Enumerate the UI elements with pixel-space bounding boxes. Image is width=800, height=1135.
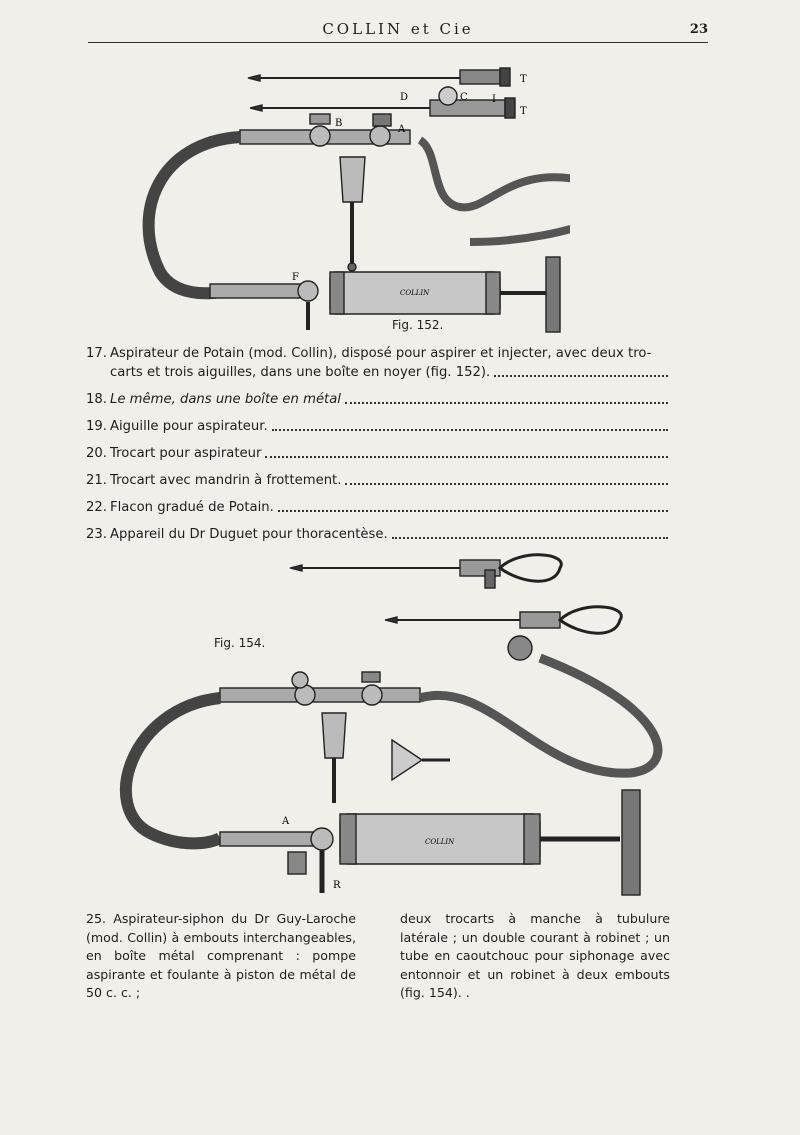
- leader-dots: [494, 375, 668, 377]
- page-number: 23: [689, 22, 708, 37]
- fig152-brand: COLLIN: [400, 289, 430, 297]
- item-text-continued: carts et trois aiguilles, dans une boîte en noyer (fig. 152).: [110, 365, 491, 380]
- item-number: 20.: [86, 446, 107, 461]
- fig152-label-a: A: [398, 124, 406, 135]
- item-text: Flacon gradué de Potain.: [110, 500, 274, 515]
- fig154-label-r: R: [333, 880, 341, 891]
- item-text: Aiguille pour aspirateur.: [110, 419, 268, 434]
- item-text: Le même, dans une boîte en métal: [110, 392, 341, 407]
- leader-dots: [272, 429, 668, 431]
- leader-dots: [345, 402, 668, 404]
- leader-dots: [392, 537, 668, 539]
- fig152-label-b: B: [335, 118, 343, 129]
- list-item: [86, 444, 670, 463]
- fig154-brand: COLLIN: [425, 838, 455, 846]
- description-column-left: 25. Aspirateur-siphon du Dr Guy-Laroche (mod. Collin) à embouts interchangeables, en boîte métal comprenant : pompe aspirante et foulante à piston de métal de 50 c. c. ;: [86, 911, 356, 1000]
- item-text: Trocart avec mandrin à frottement.: [110, 473, 342, 488]
- list-item: [86, 417, 670, 436]
- page-header: [88, 18, 708, 48]
- item-25-description: [86, 910, 670, 1003]
- item-text: Appareil du Dr Duguet pour thoracentèse.: [110, 527, 388, 542]
- list-item: [86, 390, 670, 409]
- item-number: 19.: [86, 419, 107, 434]
- fig152-label-t1: T: [520, 74, 527, 85]
- description-column-right: deux trocarts à manche à tubulure latérale ; un double courant à robinet ; un tube en caoutchouc pour siphonage avec entonnoir et un robinet à deux embouts (fig. 154). .: [400, 911, 670, 1000]
- item-number: 23.: [86, 527, 107, 542]
- leader-dots: [278, 510, 668, 512]
- figure-154-caption: Fig. 154.: [214, 636, 266, 650]
- figure-154-illustration: [110, 548, 690, 898]
- list-item: [86, 344, 670, 382]
- item-text: Aspirateur de Potain (mod. Collin), disposé pour aspirer et injecter, avec deux tro-: [110, 346, 652, 361]
- fig152-label-d: D: [400, 92, 409, 103]
- item-number: 18.: [86, 392, 107, 407]
- fig152-label-i: I: [492, 94, 496, 105]
- item-list: [86, 344, 670, 552]
- item-text: Trocart pour aspirateur: [110, 446, 262, 461]
- running-title: COLLIN et Cie: [322, 20, 474, 38]
- fig152-label-c: C: [460, 92, 468, 103]
- figure-152-illustration: [130, 62, 570, 342]
- item-number: 21.: [86, 473, 107, 488]
- item-number: 22.: [86, 500, 107, 515]
- item-number: 17.: [86, 346, 107, 361]
- list-item: [86, 498, 670, 517]
- list-item: [86, 471, 670, 490]
- fig154-label-a: A: [282, 816, 290, 827]
- fig152-label-f: F: [292, 272, 299, 283]
- fig152-label-t2: T: [520, 106, 527, 117]
- leader-dots: [345, 483, 668, 485]
- leader-dots: [265, 456, 668, 458]
- figure-152-caption: Fig. 152.: [392, 318, 444, 332]
- header-rule: [88, 42, 708, 43]
- list-item: [86, 525, 670, 544]
